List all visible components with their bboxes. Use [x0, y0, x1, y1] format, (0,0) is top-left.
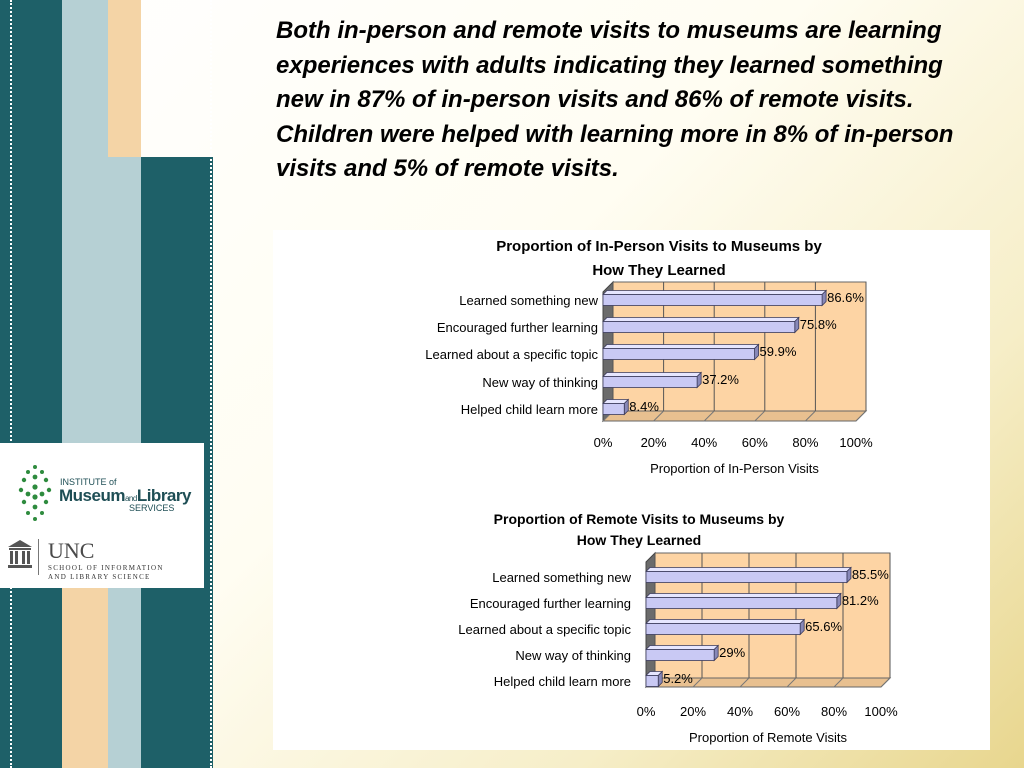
slide-headline: Both in-person and remote visits to museums are learning experiences with adults indicating they learned something new in 87% of in-person visits and 86% of remote visits. Children were helped with learning more in 8% of in-person visits and 5% of remote visits.: [276, 17, 954, 182]
chart2-category-label: New way of thinking: [515, 648, 631, 663]
chart2-category-label: Helped child learn more: [493, 674, 631, 689]
chart2-data-label: 5.2%: [663, 671, 693, 686]
chart2-bar-top: [646, 646, 718, 650]
chart1-bar: [603, 404, 624, 415]
chart2-data-label: 85.5%: [851, 567, 889, 582]
chart2-category-label: Learned about a specific topic: [458, 622, 631, 637]
chart1-data-label: 86.6%: [827, 290, 864, 305]
chart2-data-label: 29%: [719, 645, 746, 660]
unc-building-icon: [6, 539, 34, 569]
imls-logo-icon: [16, 463, 54, 525]
imls-library-text: Library: [136, 486, 191, 505]
charts-canvas: [273, 230, 990, 750]
chart2-bar-top: [646, 620, 804, 624]
imls-services-text: SERVICES: [129, 503, 175, 513]
chart1-category-label: Helped child learn more: [460, 402, 598, 417]
chart1-data-label: 37.2%: [702, 372, 739, 387]
charts-panel: [273, 230, 990, 750]
chart1-bar: [603, 322, 795, 333]
chart2-x-tick-label: 100%: [864, 704, 898, 719]
chart1-data-label: 8.4%: [629, 399, 659, 414]
imls-museum-text: Museum: [59, 486, 125, 505]
imls-and-text: and: [124, 494, 137, 503]
decor-dotted-line-2: [210, 0, 212, 768]
chart1-bar-top: [603, 318, 799, 322]
chart2-bar: [646, 572, 847, 583]
chart2-x-tick-label: 0%: [636, 704, 656, 719]
chart2-title-line-1: Proportion of Remote Visits to Museums by: [493, 511, 785, 527]
unc-title: UNC: [48, 538, 95, 563]
unc-subtitle: [48, 564, 164, 582]
chart1-bar-top: [603, 373, 701, 377]
chart2-category-label: Encouraged further learning: [469, 596, 631, 611]
chart1-category-label: Encouraged further learning: [436, 320, 598, 335]
unc-subtitle-line-2: AND LIBRARY SCIENCE: [48, 573, 151, 581]
chart1-title-line-2: How They Learned: [592, 262, 726, 279]
imls-institute-text: INSTITUTE of: [60, 477, 117, 487]
chart2-bar-top: [646, 568, 851, 572]
unc-subtitle-line-1: SCHOOL OF INFORMATION: [48, 564, 164, 572]
chart2-bar-top: [646, 594, 841, 598]
logo-separator: [38, 539, 39, 575]
chart2-data-label: 81.2%: [841, 593, 879, 608]
chart1-x-tick-label: 0%: [593, 435, 613, 450]
chart1-data-label: 75.8%: [799, 317, 837, 332]
chart1-bar-top: [603, 291, 826, 295]
chart2-x-tick-label: 20%: [679, 704, 707, 719]
chart1-x-axis-label: Proportion of In-Person Visits: [650, 461, 819, 476]
chart1-x-tick-label: 40%: [691, 435, 718, 450]
chart1-x-tick-label: 20%: [640, 435, 667, 450]
decor-dotted-line-1: [10, 0, 12, 768]
chart1-category-label: New way of thinking: [482, 375, 598, 390]
chart1-bar: [603, 349, 755, 360]
chart1-bar: [603, 377, 697, 388]
logo-panel: [0, 443, 204, 588]
decor-stripe-peach-bottom: [62, 588, 108, 768]
chart1-bar: [603, 295, 822, 306]
chart2-data-label: 65.6%: [805, 619, 843, 634]
chart2-x-tick-label: 60%: [773, 704, 801, 719]
chart1-x-tick-label: 100%: [839, 435, 873, 450]
chart2-bar: [646, 624, 800, 635]
chart2-title-line-2: How They Learned: [576, 532, 702, 548]
chart1-x-tick-label: 80%: [792, 435, 819, 450]
chart2-x-axis-label: Proportion of Remote Visits: [689, 730, 847, 745]
chart2-x-tick-label: 80%: [820, 704, 848, 719]
chart2-bar: [646, 598, 837, 609]
chart2-category-label: Learned something new: [492, 570, 631, 585]
chart2-x-tick-label: 40%: [726, 704, 754, 719]
chart1-x-tick-label: 60%: [741, 435, 768, 450]
chart2-bar: [646, 676, 658, 687]
chart1-category-label: Learned about a specific topic: [425, 347, 598, 362]
chart1-data-label: 59.9%: [759, 344, 797, 359]
chart2-bar: [646, 650, 714, 661]
chart1-title-line-1: Proportion of In-Person Visits to Museums by: [496, 238, 822, 255]
decor-stripe-peach-top: [108, 0, 141, 157]
chart1-bar-top: [603, 345, 759, 349]
chart1-category-label: Learned something new: [459, 293, 598, 308]
